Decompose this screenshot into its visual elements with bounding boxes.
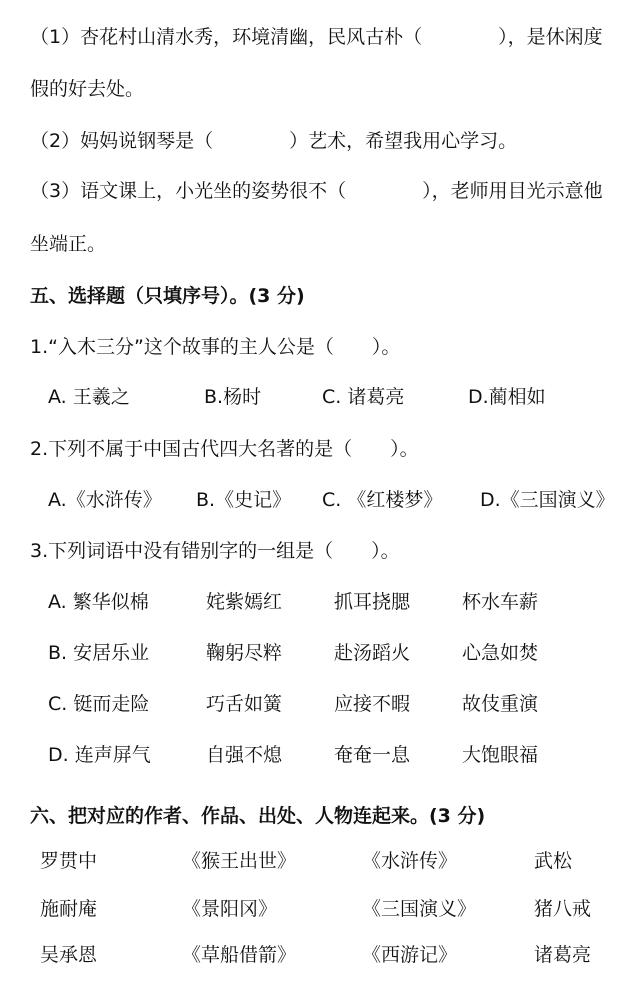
q1-option-b: B.杨时 (204, 386, 262, 408)
q3-row-a-col4: 杯水车薪 (462, 591, 539, 613)
q3-row-c-col4: 故伎重演 (462, 693, 539, 715)
q3-row-d-col3: 奄奄一息 (334, 744, 411, 766)
q3-row-b-col4: 心急如焚 (462, 642, 539, 664)
item1-line1: （1）杏花村山清水秀，环境清幽，民风古朴（ ），是休闲度 (30, 26, 603, 48)
q3-row-d-col4: 大饱眼福 (462, 744, 539, 766)
q1-option-c: C. 诸葛亮 (322, 386, 405, 408)
match-character-3: 诸葛亮 (534, 944, 592, 966)
section6-heading: 六、把对应的作者、作品、出处、人物连起来。(3 分) (30, 805, 486, 827)
item2: （2）妈妈说钢琴是（ ）艺术，希望我用心学习。 (30, 130, 518, 152)
match-author-1: 罗贯中 (40, 850, 98, 872)
q3-row-b-col3: 赴汤蹈火 (334, 642, 411, 664)
item3-line1: （3）语文课上，小光坐的姿势很不（ ），老师用目光示意他 (30, 180, 603, 202)
q3-row-a-col1: A. 繁华似棉 (48, 591, 149, 613)
q3-row-d-col1: D. 连声屏气 (48, 744, 151, 766)
match-source-2: 《三国演义》 (362, 898, 477, 920)
match-source-3: 《西游记》 (362, 944, 458, 966)
match-author-3: 吴承恩 (40, 944, 98, 966)
match-work-1: 《猴王出世》 (182, 850, 297, 872)
q2-option-a: A.《水浒传》 (48, 489, 162, 511)
q3-row-a-col3: 抓耳挠腮 (334, 591, 411, 613)
item1-line2: 假的好去处。 (30, 78, 145, 100)
q2-option-d: D.《三国演义》 (480, 489, 615, 511)
q3-row-c-col1: C. 铤而走险 (48, 693, 150, 715)
match-author-2: 施耐庵 (40, 898, 98, 920)
section5-heading: 五、选择题（只填序号）。(3 分) (30, 285, 305, 307)
match-character-1: 武松 (534, 850, 573, 872)
q2-text: 2.下列不属于中国古代四大名著的是（ ）。 (30, 438, 419, 460)
match-work-2: 《景阳冈》 (182, 898, 278, 920)
q3-row-b-col1: B. 安居乐业 (48, 642, 150, 664)
q3-text: 3.下列词语中没有错别字的一组是（ ）。 (30, 540, 400, 562)
q1-text: 1.“入木三分”这个故事的主人公是（ ）。 (30, 336, 401, 358)
match-work-3: 《草船借箭》 (182, 944, 297, 966)
q2-option-b: B.《史记》 (196, 489, 292, 511)
match-character-2: 猪八戒 (534, 898, 592, 920)
q3-row-d-col2: 自强不熄 (206, 744, 283, 766)
q2-option-c: C. 《红楼梦》 (322, 489, 443, 511)
q1-option-a: A. 王羲之 (48, 386, 130, 408)
item3-line2: 坐端正。 (30, 233, 107, 255)
q3-row-c-col3: 应接不暇 (334, 693, 411, 715)
q3-row-b-col2: 鞠躬尽粹 (206, 642, 283, 664)
q3-row-c-col2: 巧舌如簧 (206, 693, 283, 715)
q3-row-a-col2: 姹紫嫣红 (206, 591, 283, 613)
match-source-1: 《水浒传》 (362, 850, 458, 872)
q1-option-d: D.蔺相如 (468, 386, 546, 408)
